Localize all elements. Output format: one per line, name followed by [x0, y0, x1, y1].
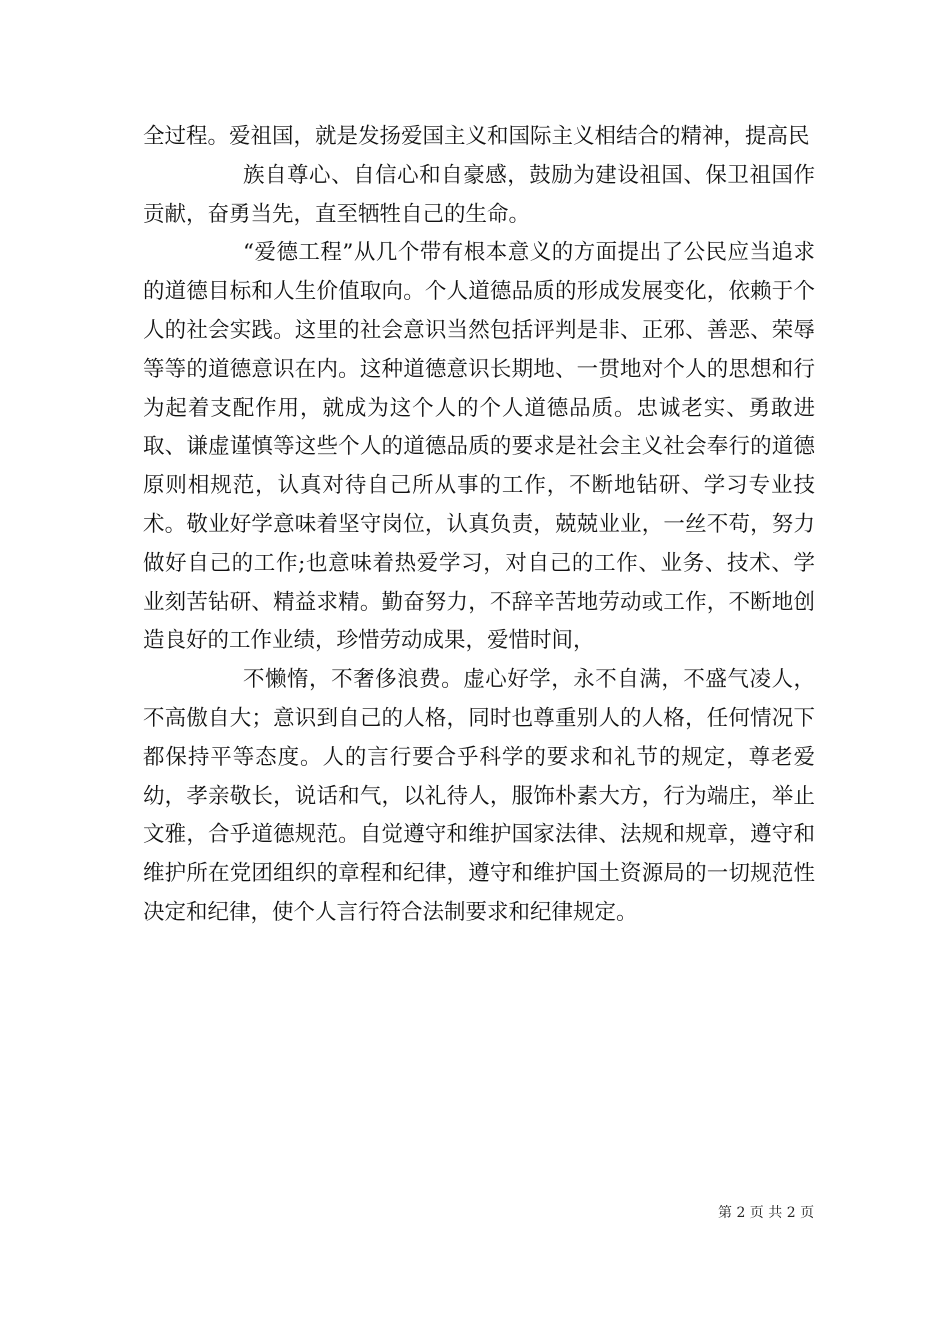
document-body	[143, 118, 815, 933]
paragraph-4: 不懒惰，不奢侈浪费。虚心好学，永不自满，不盛气凌人，不高傲自大；意识到自己的人格，同时也尊重别人的人格，任何情况下都保持平等态度。人的言行要合乎科学的要求和礼节的规定，尊老爱幼，孝亲敬长，说话和气，以礼待人，服饰朴素大方，行为端庄，举止文雅，合乎道德规范。自觉遵守和维护国家法律、法规和规章，遵守和维护所在党团组织的章程和纪律，遵守和维护国土资源局的一切规范性决定和纪律，使个人言行符合法制要求和纪律规定。	[143, 667, 815, 925]
page-number-footer: 第 2 页 共 2 页	[718, 1205, 815, 1221]
paragraph-2: 族自尊心、自信心和自豪感，鼓励为建设祖国、保卫祖国作贡献，奋勇当先，直至牺牲自己的生命。	[143, 162, 815, 227]
paragraph-1: 全过程。爱祖国，就是发扬爱国主义和国际主义相结合的精神，提高民	[143, 124, 810, 149]
paragraph-3: “爱德工程”从几个带有根本意义的方面提出了公民应当追求的道德目标和人生价值取向。个人道德品质的形成发展变化，依赖于个人的社会实践。这里的社会意识当然包括评判是非、正邪、善恶、荣辱等等的道德意识在内。这种道德意识长期地、一贯地对个人的思想和行为起着支配作用，就成为这个人的个人道德品质。忠诚老实、勇敢进取、谦虚谨慎等这些个人的道德品质的要求是社会主义社会奉行的道德原则相规范，认真对待自己所从事的工作，不断地钻研、学习专业技术。敬业好学意味着坚守岗位，认真负责，兢兢业业，一丝不苟，努力做好自己的工作;也意味着热爱学习，对自己的工作、业务、技术、学业刻苦钻研、精益求精。勤奋努力，不辞辛苦地劳动或工作，不断地创造良好的工作业绩，珍惜劳动成果，爱惜时间，	[143, 240, 815, 654]
